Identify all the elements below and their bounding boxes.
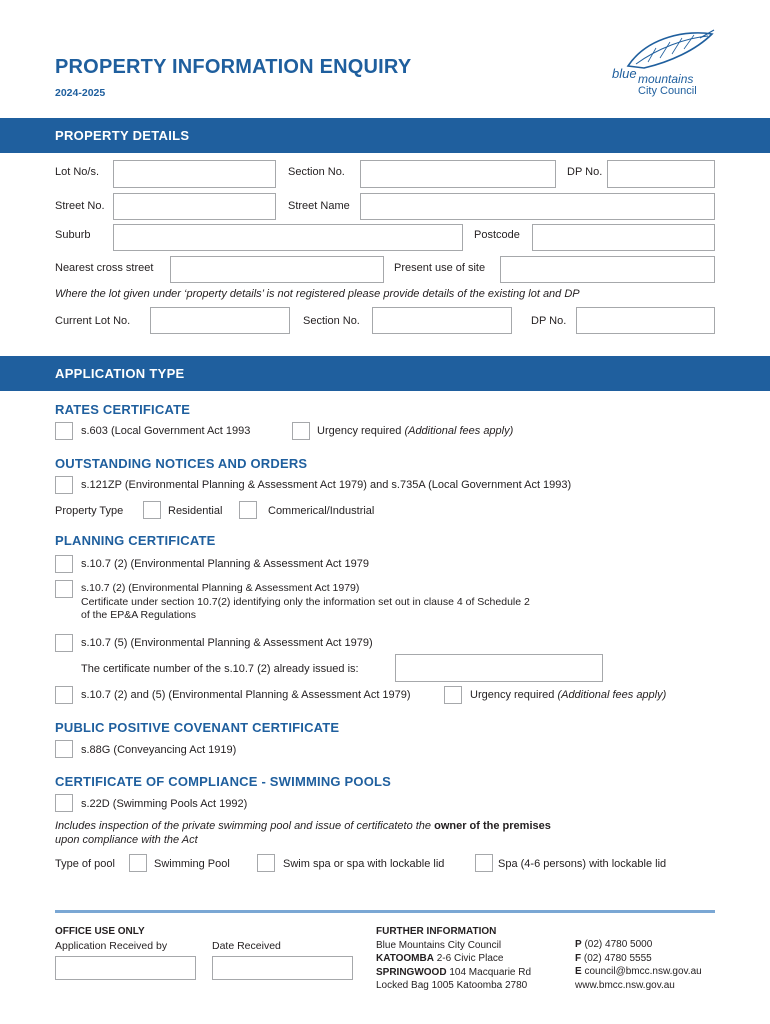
planning-opt4-label: s.10.7 (2) and (5) (Environmental Planning & Assessment Act 1979) — [81, 689, 411, 701]
property-details-heading: PROPERTY DETAILS — [55, 128, 190, 143]
planning-opt3-checkbox[interactable] — [55, 634, 73, 652]
spa-4-6-checkbox[interactable] — [475, 854, 493, 872]
locked-bag: Locked Bag 1005 Katoomba 2780 — [376, 980, 528, 991]
katoomba-label: KATOOMBA — [376, 953, 434, 964]
phone-number: (02) 4780 5000 — [584, 939, 653, 950]
springwood-address — [376, 966, 531, 980]
present-use-input[interactable] — [500, 256, 715, 283]
phone-label: P — [575, 939, 582, 950]
planning-opt2-label — [81, 582, 530, 623]
planning-opt3-label: s.10.7 (5) (Environmental Planning & Assessment Act 1979) — [81, 637, 373, 649]
street-no-label: Street No. — [55, 200, 105, 212]
springwood-text: 104 Macquarie Rd — [449, 966, 532, 978]
swimming-pool-checkbox[interactable] — [129, 854, 147, 872]
planning-heading: PLANNING CERTIFICATE — [55, 533, 216, 548]
page-title: PROPERTY INFORMATION ENQUIRY — [55, 56, 412, 78]
fax-number: (02) 4780 5555 — [583, 952, 652, 964]
contact-info — [575, 938, 702, 992]
planning-opt1-label: s.10.7 (2) (Environmental Planning & Assessment Act 1979 — [81, 558, 369, 570]
planning-opt2-line3: of the EP&A Regulations — [81, 609, 196, 621]
application-type-heading: APPLICATION TYPE — [55, 366, 185, 381]
planning-urgency-checkbox[interactable] — [444, 686, 462, 704]
current-lot-input[interactable] — [150, 307, 290, 334]
suburb-label: Suburb — [55, 229, 91, 241]
swimming-pool-label: Swimming Pool — [154, 858, 230, 870]
rates-heading: RATES CERTIFICATE — [55, 402, 191, 417]
dp2-input[interactable] — [576, 307, 715, 334]
planning-opt2-checkbox[interactable] — [55, 580, 73, 598]
year: 2024-2025 — [55, 87, 106, 99]
logo-mountains: mountains — [638, 72, 694, 86]
property-details-band — [0, 118, 770, 153]
pool-type-label: Type of pool — [55, 858, 115, 870]
planning-opt2-line2: Certificate under section 10.7(2) identifying only the information set out in clause 4 of Schedule 2 — [81, 595, 530, 608]
email-line — [575, 965, 702, 979]
dp-label: DP No. — [567, 166, 603, 178]
app-received-input[interactable] — [55, 956, 196, 980]
date-received-label: Date Received — [212, 940, 281, 952]
planning-opt1-checkbox[interactable] — [55, 555, 73, 573]
fax-label: F — [575, 952, 582, 964]
pools-note-bold: owner of the premises — [434, 820, 551, 832]
council-logo — [608, 28, 718, 100]
present-use-label: Present use of site — [394, 262, 486, 274]
rates-urgency-text: Urgency required — [317, 425, 402, 437]
notices-s121zp-label: s.121ZP (Environmental Planning & Assessment Act 1979) and s.735A (Local Government Act 1993) — [81, 479, 572, 491]
katoomba-address — [376, 952, 531, 966]
planning-urgency-note: (Additional fees apply) — [557, 689, 667, 701]
springwood-label: SPRINGWOOD — [376, 966, 447, 978]
unregistered-lot-note: Where the lot given under ‘property details’ is not registered please provide details of the existing lot and DP — [55, 288, 580, 300]
street-name-input[interactable] — [360, 193, 715, 220]
logo-blue: blue — [612, 66, 637, 81]
rates-urgency-label — [317, 425, 513, 437]
pools-s22d-label: s.22D (Swimming Pools Act 1992) — [81, 798, 248, 810]
covenant-s88g-label: s.88G (Conveyancing Act 1919) — [81, 744, 237, 756]
residential-checkbox[interactable] — [143, 501, 161, 519]
footer-divider — [55, 910, 715, 913]
street-name-label: Street Name — [288, 200, 350, 212]
dp-input[interactable] — [607, 160, 715, 188]
issued-certificate-input[interactable] — [395, 654, 603, 682]
council-name: Blue Mountains City Council — [376, 939, 502, 951]
swim-spa-checkbox[interactable] — [257, 854, 275, 872]
section-label: Section No. — [288, 166, 345, 178]
notices-heading: OUTSTANDING NOTICES AND ORDERS — [55, 456, 308, 471]
pools-note-line2: upon compliance with the Act — [55, 834, 198, 846]
planning-urgency-label — [470, 689, 666, 701]
pools-s22d-checkbox[interactable] — [55, 794, 73, 812]
section2-label: Section No. — [303, 315, 360, 327]
fax-line — [575, 952, 702, 966]
rates-s603-label: s.603 (Local Government Act 1993 — [81, 425, 251, 437]
postcode-input[interactable] — [532, 224, 715, 251]
pools-note — [55, 819, 551, 847]
date-received-input[interactable] — [212, 956, 353, 980]
notices-s121zp-checkbox[interactable] — [55, 476, 73, 494]
current-lot-label: Current Lot No. — [55, 315, 131, 327]
section2-input[interactable] — [372, 307, 512, 334]
lot-input[interactable] — [113, 160, 276, 188]
issued-certificate-label: The certificate number of the s.10.7 (2) already issued is: — [81, 663, 359, 675]
app-received-label: Application Received by — [55, 940, 168, 952]
email-label: E — [575, 966, 582, 977]
commercial-checkbox[interactable] — [239, 501, 257, 519]
phone-line — [575, 938, 702, 952]
rates-s603-checkbox[interactable] — [55, 422, 73, 440]
cross-street-input[interactable] — [170, 256, 384, 283]
street-no-input[interactable] — [113, 193, 276, 220]
office-use-heading: OFFICE USE ONLY — [55, 926, 145, 937]
rates-urgency-checkbox[interactable] — [292, 422, 310, 440]
logo-city-council: City Council — [638, 85, 697, 97]
residential-label: Residential — [168, 505, 223, 517]
application-type-band — [0, 356, 770, 391]
email-link[interactable]: council@bmcc.nsw.gov.au — [584, 966, 702, 977]
katoomba-text: 2-6 Civic Place — [436, 953, 504, 964]
section-input[interactable] — [360, 160, 556, 188]
swim-spa-label: Swim spa or spa with lockable lid — [283, 858, 445, 870]
pools-note-part1: Includes inspection of the private swimming pool and issue of certificateto the — [55, 820, 432, 832]
covenant-heading: PUBLIC POSITIVE COVENANT CERTIFICATE — [55, 720, 340, 735]
suburb-input[interactable] — [113, 224, 463, 251]
pools-note-line1 — [55, 819, 551, 833]
postcode-label: Postcode — [474, 229, 520, 241]
commercial-label: Commerical/Industrial — [268, 505, 375, 517]
planning-urgency-text: Urgency required — [470, 689, 555, 701]
further-info — [376, 925, 531, 993]
rates-urgency-note: (Additional fees apply) — [404, 425, 514, 437]
covenant-s88g-checkbox[interactable] — [55, 740, 73, 758]
pools-heading: CERTIFICATE OF COMPLIANCE - SWIMMING POOLS — [55, 774, 392, 789]
property-type-label: Property Type — [55, 505, 124, 517]
further-info-heading: FURTHER INFORMATION — [376, 926, 497, 937]
website-link[interactable]: www.bmcc.nsw.gov.au — [575, 979, 675, 991]
cross-street-label: Nearest cross street — [55, 262, 154, 274]
planning-opt2-line1: s.10.7 (2) (Environmental Planning & Assessment Act 1979) — [81, 582, 360, 594]
planning-opt4-checkbox[interactable] — [55, 686, 73, 704]
dp2-label: DP No. — [531, 315, 567, 327]
spa-4-6-label: Spa (4-6 persons) with lockable lid — [498, 858, 667, 870]
lot-label: Lot No/s. — [55, 166, 100, 178]
